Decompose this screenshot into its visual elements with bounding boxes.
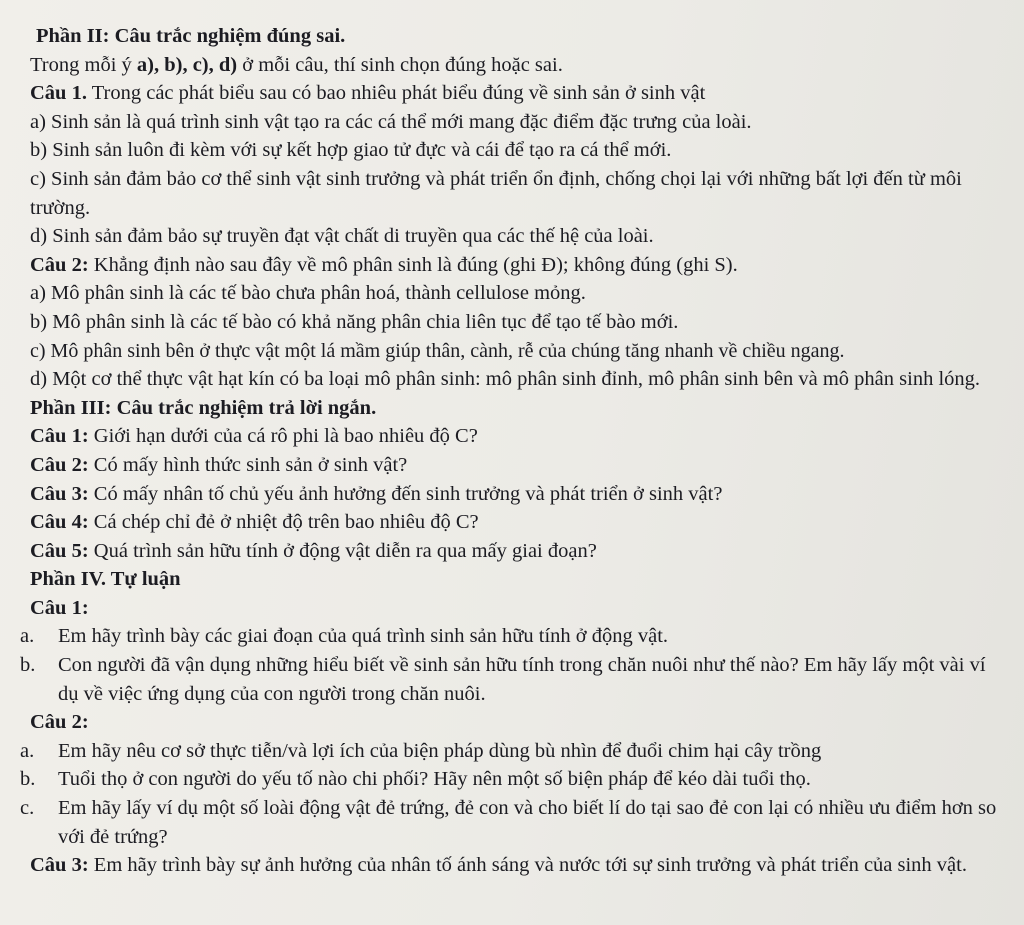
item-marker: c.	[20, 797, 35, 820]
part2-q1-option-b: b) Sinh sản luôn đi kèm với sự kết hợp giao tử đực và cái để tạo ra cá thể mới.	[30, 139, 672, 162]
part3-question	[16, 537, 1012, 566]
question-text: Giới hạn dưới của cá rô phi là bao nhiêu độ C?	[88, 425, 478, 448]
question-text: Có mấy nhân tố chủ yếu ảnh hưởng đến sinh trưởng và phát triển ở sinh vật?	[88, 482, 723, 505]
part2-q1-option-c: c) Sinh sản đảm bảo cơ thể sinh vật sinh trưởng và phát triển ổn định, chống chọi lại với những bất lợi đến từ môi trường.	[30, 167, 962, 219]
item-marker: b.	[20, 654, 36, 677]
part2-heading: Phần II: Câu trắc nghiệm đúng sai.	[36, 25, 346, 47]
part3-heading: Phần III: Câu trắc nghiệm trả lời ngắn.	[30, 396, 377, 419]
question-text: Em hãy trình bày sự ảnh hưởng của nhân tố ánh sáng và nước tới sự sinh trưởng và phát triển của sinh vật.	[88, 854, 967, 877]
question-label: Câu 1.	[30, 82, 87, 105]
part4-q3	[16, 851, 1012, 880]
part4-q2-item	[16, 794, 1012, 851]
part2-instruction	[16, 51, 1012, 80]
part4-q2-label: Câu 2:	[30, 711, 89, 734]
question-label: Câu 4:	[30, 511, 89, 534]
question-text: Quá trình sản hữu tính ở động vật diễn ra qua mấy giai đoạn?	[88, 539, 597, 562]
part2-q2-option-b: b) Mô phân sinh là các tế bào có khả năng phân chia liên tục để tạo tế bào mới.	[30, 310, 679, 333]
part4-q1-item	[16, 622, 1012, 651]
part2-q2-option-d: d) Một cơ thể thực vật hạt kín có ba loại mô phân sinh: mô phân sinh đỉnh, mô phân sinh bên và mô phân sinh lóng.	[30, 368, 981, 391]
question-text: Có mấy hình thức sinh sản ở sinh vật?	[88, 453, 408, 476]
item-text: Em hãy trình bày các giai đoạn của quá trình sinh sản hữu tính ở động vật.	[58, 625, 669, 648]
question-text: Khẳng định nào sau đây về mô phân sinh là đúng (ghi Đ); không đúng (ghi S).	[88, 253, 738, 276]
part2-q1-option-a: a) Sinh sản là quá trình sinh vật tạo ra các cá thể mới mang đặc điểm đặc trưng của loài.	[30, 110, 752, 133]
item-text: Tuổi thọ ở con người do yếu tố nào chi phối? Hãy nên một số biện pháp để kéo dài tuổi thọ.	[58, 768, 811, 791]
part2-q1-option-d: d) Sinh sản đảm bảo sự truyền đạt vật chất di truyền qua các thế hệ của loài.	[30, 225, 654, 248]
part2-q2-stem	[16, 251, 1012, 280]
part4-heading: Phần IV. Tự luận	[30, 568, 181, 591]
part4-q1-label: Câu 1:	[30, 596, 89, 619]
question-label: Câu 2:	[30, 253, 89, 276]
part3-question	[16, 508, 1012, 537]
part4-q2-item	[16, 765, 1012, 794]
instruction-pre: Trong mỗi ý	[30, 53, 137, 76]
part4-q1-item	[16, 651, 1012, 708]
item-marker: a.	[20, 739, 35, 762]
part3-question	[16, 480, 1012, 509]
item-marker: b.	[20, 768, 36, 791]
question-text: Trong các phát biểu sau có bao nhiêu phát biểu đúng về sinh sản ở sinh vật	[86, 82, 706, 105]
question-text: Cá chép chỉ đẻ ở nhiệt độ trên bao nhiêu độ C?	[88, 511, 479, 534]
part3-question	[16, 422, 1012, 451]
part2-q1-stem	[16, 79, 1012, 108]
question-label: Câu 3:	[30, 482, 89, 505]
instruction-options: a), b), c), d)	[136, 53, 238, 76]
instruction-post: ở mỗi câu, thí sinh chọn đúng hoặc sai.	[237, 53, 563, 76]
question-label: Câu 2:	[30, 453, 89, 476]
part2-q2-option-a: a) Mô phân sinh là các tế bào chưa phân hoá, thành cellulose mỏng.	[30, 282, 586, 305]
question-label: Câu 3:	[30, 854, 89, 877]
item-marker: a.	[20, 625, 35, 648]
part4-q2-item	[16, 737, 1012, 766]
item-text: Em hãy nêu cơ sở thực tiễn/và lợi ích của biện pháp dùng bù nhìn để đuổi chim hại cây trồng	[58, 739, 822, 762]
question-label: Câu 5:	[30, 539, 89, 562]
part2-q2-option-c: c) Mô phân sinh bên ở thực vật một lá mầm giúp thân, cành, rễ của chúng tăng nhanh về chiều ngang.	[30, 339, 845, 362]
question-label: Câu 1:	[30, 425, 89, 448]
part3-question	[16, 451, 1012, 480]
item-text: Em hãy lấy ví dụ một số loài động vật đẻ trứng, đẻ con và cho biết lí do tại sao đẻ con lại có nhiều ưu điểm hơn so với đẻ trứng?	[58, 797, 997, 848]
item-text: Con người đã vận dụng những hiểu biết về sinh sản hữu tính trong chăn nuôi như thế nào? Em hãy lấy một vài ví dụ về việc ứng dụng của con người trong chăn nuôi.	[58, 654, 986, 705]
